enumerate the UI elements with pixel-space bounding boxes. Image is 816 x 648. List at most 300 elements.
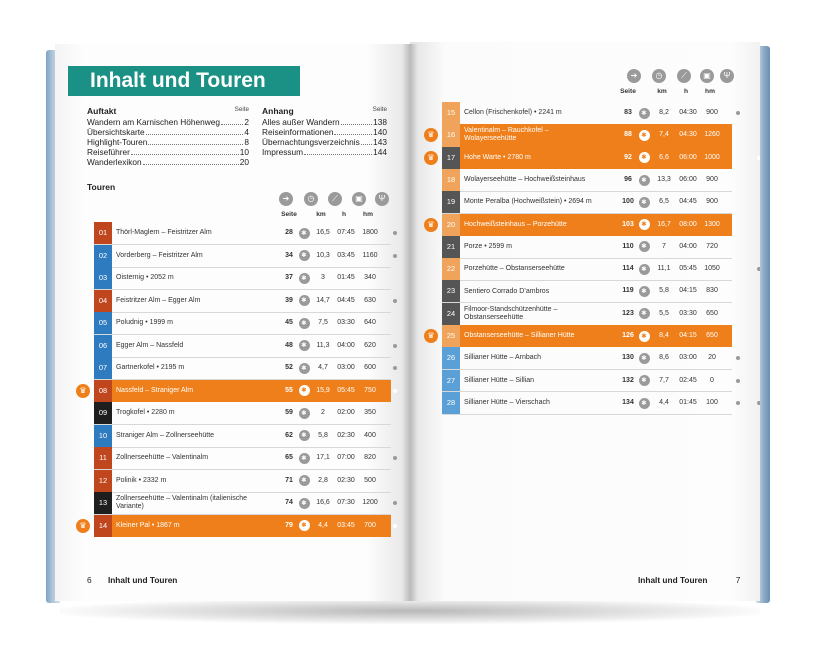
restaurant-icon: Ψ <box>720 69 734 83</box>
tour-hm: 700 <box>364 521 376 529</box>
tour-number-badge: 25 <box>442 325 460 347</box>
toc-entry-page: 140 <box>373 127 387 137</box>
tour-number-badge: 06 <box>94 335 112 358</box>
tour-h: 03:00 <box>337 364 355 371</box>
slope-icon: ⟋ <box>677 69 691 83</box>
tour-name: Wolayerseehütte – Hochweißsteinhaus <box>464 176 586 184</box>
difficulty-icon: ✱ <box>299 318 310 329</box>
tour-name: Thörl-Maglern – Feistritzer Alm <box>116 229 212 237</box>
toc-entry[interactable] <box>87 137 249 147</box>
tour-number-badge: 08 <box>94 380 112 403</box>
tour-h: 04:00 <box>679 242 697 250</box>
bus-available-dot <box>393 456 397 460</box>
toc-anhang <box>262 106 387 157</box>
tour-km: 2 <box>321 409 325 416</box>
tour-row[interactable] <box>442 325 732 347</box>
toc-entry-page: 143 <box>373 137 387 147</box>
tour-name: Sentiero Corrado D’ambros <box>464 287 550 295</box>
tour-h: 02:00 <box>337 409 355 416</box>
tour-h: 04:45 <box>337 296 355 304</box>
tour-km: 6,6 <box>659 153 669 161</box>
toc-leader-dots <box>341 118 373 125</box>
difficulty-icon: ✱ <box>639 175 650 186</box>
tour-number-badge: 28 <box>442 392 460 414</box>
tour-hm: 620 <box>364 341 376 349</box>
tour-seite: 83 <box>624 109 632 116</box>
bus-available-dot <box>393 524 397 528</box>
difficulty-icon: ✱ <box>299 250 310 261</box>
tour-row[interactable] <box>442 102 732 124</box>
bus-available-dot <box>393 299 397 303</box>
tour-row[interactable] <box>442 303 732 325</box>
tour-row[interactable] <box>442 124 732 146</box>
book-shadow <box>60 598 760 624</box>
tour-h: 07:30 <box>337 499 355 506</box>
tour-hm: 640 <box>364 319 376 326</box>
page-number: 6 <box>87 575 92 585</box>
tour-hm: 0 <box>710 376 714 384</box>
toc-entry-label: Impressum <box>262 147 304 157</box>
difficulty-icon: ✱ <box>299 340 310 351</box>
tour-name: Monte Peralba (Hochweißstein) • 2694 m <box>464 198 592 206</box>
page-number: 7 <box>735 575 741 585</box>
tour-row[interactable] <box>442 347 732 369</box>
tour-number-badge: 26 <box>442 347 460 369</box>
toc-entry-page: 10 <box>239 147 249 157</box>
touren-heading: Touren <box>87 182 116 192</box>
tour-seite: 103 <box>622 220 634 228</box>
difficulty-icon: ✱ <box>639 308 650 319</box>
tour-km: 2,8 <box>318 476 328 484</box>
page-footer-left <box>87 575 177 585</box>
tour-row[interactable] <box>94 245 391 268</box>
toc-entry-label: Übernachtungsverzeichnis <box>262 137 360 147</box>
tour-h: 04:30 <box>679 131 697 139</box>
tour-h: 04:30 <box>679 109 697 116</box>
tour-h: 08:00 <box>679 220 697 228</box>
tour-h: 03:30 <box>337 319 355 326</box>
tour-h: 04:00 <box>337 341 355 349</box>
tour-h: 05:45 <box>337 386 355 394</box>
tour-km: 15,9 <box>316 386 330 394</box>
bus-available-dot <box>393 366 397 370</box>
right-page <box>410 42 760 601</box>
tour-km: 17,1 <box>316 454 330 461</box>
tour-name: Cellon (Frischenkofel) • 2241 m <box>464 109 562 117</box>
footer-label: Inhalt und Touren <box>638 575 708 585</box>
tour-h: 03:30 <box>679 309 697 317</box>
toc-entry-page: 4 <box>244 127 249 137</box>
tour-seite: 132 <box>622 376 634 384</box>
bus-available-dot <box>736 356 740 360</box>
tour-seite: 134 <box>622 398 634 406</box>
tour-seite: 96 <box>624 175 632 183</box>
bus-available-dot <box>736 379 740 383</box>
tour-hm: 1260 <box>704 131 720 139</box>
highlight-crown-icon: ♛ <box>76 384 90 398</box>
tour-h: 06:00 <box>679 153 697 161</box>
difficulty-icon: ✱ <box>639 375 650 386</box>
book-gutter <box>402 44 418 601</box>
tour-name: Hohe Warte • 2780 m <box>464 153 531 161</box>
tour-row[interactable] <box>442 236 732 258</box>
difficulty-icon: ✱ <box>299 408 310 419</box>
tour-number-badge: 05 <box>94 312 112 335</box>
toc-auftakt <box>87 106 249 167</box>
tour-hm: 20 <box>708 354 716 362</box>
tour-hm: 400 <box>364 431 376 439</box>
tour-name: Nassfeld – Straniger Alm <box>116 386 194 394</box>
tour-number-badge: 11 <box>94 447 112 470</box>
tour-km: 8,6 <box>659 354 669 362</box>
toc-entry-label: Highlight-Touren <box>87 137 148 147</box>
tour-seite: 59 <box>285 409 293 416</box>
tour-number-badge: 16 <box>442 124 460 146</box>
tour-km: 4,7 <box>318 364 328 371</box>
tour-hm: 720 <box>706 242 718 250</box>
col-header-seite: Seite <box>281 211 297 218</box>
toc-entry-page: 144 <box>373 147 387 157</box>
tour-seite: 48 <box>285 341 293 349</box>
tour-seite: 130 <box>622 354 634 362</box>
tour-row[interactable] <box>94 267 391 290</box>
tour-hm: 1050 <box>704 265 720 273</box>
tour-km: 16,7 <box>657 220 671 228</box>
tour-hm: 900 <box>706 109 718 116</box>
tour-km: 7,7 <box>659 376 669 384</box>
tour-row[interactable] <box>442 392 732 414</box>
tour-number-badge: 12 <box>94 470 112 493</box>
toc-entry[interactable] <box>87 147 249 157</box>
tour-h: 03:00 <box>679 354 697 362</box>
highlight-crown-icon: ♛ <box>424 218 438 232</box>
tour-name: Egger Alm – Nassfeld <box>116 341 184 349</box>
toc-heading: Auftakt <box>87 106 117 116</box>
tour-row[interactable] <box>94 290 391 313</box>
tour-km: 7,5 <box>318 319 328 326</box>
tour-number-badge: 27 <box>442 370 460 392</box>
toc-entry[interactable] <box>262 117 387 127</box>
signpost-icon: ➔ <box>627 69 641 83</box>
tour-km: 16,6 <box>316 499 330 506</box>
tour-number-badge: 02 <box>94 245 112 268</box>
tour-number-badge: 13 <box>94 492 112 515</box>
tour-row[interactable] <box>442 169 732 191</box>
difficulty-icon: ✱ <box>639 241 650 252</box>
bus-available-dot <box>736 401 740 405</box>
tour-row[interactable] <box>442 214 732 236</box>
tour-h: 05:45 <box>679 265 697 273</box>
difficulty-icon: ✱ <box>639 286 650 297</box>
difficulty-icon: ✱ <box>299 385 310 396</box>
tour-seite: 88 <box>624 131 632 139</box>
tour-name: Sillianer Hütte – Arnbach <box>464 354 542 362</box>
tour-km: 4,4 <box>318 521 328 529</box>
tour-row[interactable] <box>94 447 391 470</box>
slope-icon: ⟋ <box>328 192 342 206</box>
bus-icon: ▣ <box>352 192 366 206</box>
highlight-crown-icon: ♛ <box>424 151 438 165</box>
tour-number-badge: 10 <box>94 425 112 448</box>
col-header-hm: hm <box>705 88 715 95</box>
toc-entry-page: 2 <box>244 117 249 127</box>
tour-row[interactable] <box>442 258 732 280</box>
tour-row[interactable] <box>94 470 391 493</box>
bus-icon: ▣ <box>700 69 714 83</box>
tour-seite: 45 <box>285 319 293 326</box>
tour-row[interactable] <box>442 147 732 169</box>
signpost-icon: ➔ <box>279 192 293 206</box>
bus-available-dot <box>393 501 397 505</box>
tour-h: 04:45 <box>679 198 697 206</box>
toc-leader-dots <box>221 118 243 125</box>
tour-hm: 650 <box>706 309 718 317</box>
tour-number-badge: 24 <box>442 303 460 325</box>
tour-name: Zollnerseehütte – Valentinalm (italienische Variante) <box>116 495 247 511</box>
tour-hm: 1160 <box>362 251 378 259</box>
tour-name: Feistritzer Alm – Egger Alm <box>116 296 201 304</box>
tour-h: 02:30 <box>337 476 355 484</box>
tour-row[interactable] <box>94 380 391 403</box>
tour-number-badge: 01 <box>94 222 112 245</box>
tour-hm: 750 <box>364 386 376 394</box>
tour-hm: 1300 <box>704 220 720 228</box>
toc-entry-page: 20 <box>239 157 249 167</box>
tour-hm: 1800 <box>362 229 378 236</box>
tour-km: 5,5 <box>659 309 669 317</box>
col-header-hm: hm <box>363 211 373 218</box>
difficulty-icon: ✱ <box>299 453 310 464</box>
tour-name: Poludnig • 1999 m <box>116 319 173 327</box>
tour-number-badge: 22 <box>442 258 460 280</box>
tour-km: 4,4 <box>659 398 669 406</box>
tour-seite: 92 <box>624 153 632 161</box>
tour-name: Vorderberg – Feistritzer Alm <box>116 251 203 259</box>
tour-row[interactable] <box>94 312 391 335</box>
page-title: Inhalt und Touren <box>90 69 266 92</box>
restaurant-available-dot <box>757 267 760 271</box>
row-separator <box>442 414 732 415</box>
difficulty-icon: ✱ <box>299 498 310 509</box>
highlight-crown-icon: ♛ <box>76 519 90 533</box>
tour-row[interactable] <box>94 402 391 425</box>
tour-seite: 110 <box>622 242 634 250</box>
page-footer-right <box>638 575 740 585</box>
clock-icon: ◷ <box>304 192 318 206</box>
tour-name: Zollnerseehütte – Valentinalm <box>116 454 209 462</box>
col-header-h: h <box>341 211 347 218</box>
tour-seite: 65 <box>285 454 293 461</box>
tour-km: 5,8 <box>659 287 669 295</box>
tour-km: 11,1 <box>657 265 671 273</box>
tour-number-badge: 19 <box>442 191 460 213</box>
tour-km: 11,3 <box>316 341 330 349</box>
tour-hm: 900 <box>706 175 718 183</box>
tour-row[interactable] <box>94 492 391 515</box>
tour-hm: 650 <box>706 332 718 339</box>
tour-number-badge: 21 <box>442 236 460 258</box>
tour-km: 3 <box>321 274 325 281</box>
difficulty-icon: ✱ <box>639 398 650 409</box>
bus-available-dot <box>393 389 397 393</box>
tour-name: Trogkofel • 2280 m <box>116 409 175 417</box>
tour-name: Filmoor-Standschützenhütte – Obstanserseehütte <box>464 305 558 321</box>
difficulty-icon: ✱ <box>299 520 310 531</box>
toc-entry[interactable] <box>262 127 387 137</box>
toc-entry[interactable] <box>262 137 387 147</box>
tour-row[interactable] <box>94 335 391 358</box>
tour-row[interactable] <box>94 222 391 245</box>
tour-seite: 34 <box>285 251 293 259</box>
tour-km: 16,5 <box>316 229 330 236</box>
difficulty-icon: ✱ <box>299 363 310 374</box>
tour-seite: 123 <box>622 309 634 317</box>
toc-leader-dots <box>334 128 372 135</box>
tour-name: Straniger Alm – Zollnerseehütte <box>116 431 215 439</box>
tour-hm: 350 <box>364 409 376 416</box>
tour-hm: 900 <box>706 198 718 206</box>
tour-h: 03:45 <box>337 251 355 259</box>
tour-seite: 28 <box>285 229 293 236</box>
col-header-h: h <box>683 88 689 95</box>
difficulty-icon: ✱ <box>639 264 650 275</box>
tour-h: 03:45 <box>337 521 355 529</box>
col-header-seite: Seite <box>620 88 636 95</box>
tour-row[interactable] <box>94 357 391 380</box>
tour-row[interactable] <box>94 425 391 448</box>
tour-seite: 114 <box>622 265 634 273</box>
difficulty-icon: ✱ <box>299 273 310 284</box>
tour-h: 01:45 <box>679 398 697 406</box>
tour-hm: 830 <box>706 287 718 295</box>
toc-leader-dots <box>146 128 244 135</box>
tour-h: 06:00 <box>679 175 697 183</box>
tour-name: Porzehütte – Obstanserseehütte <box>464 265 565 273</box>
tour-name: Oisternig • 2052 m <box>116 274 174 282</box>
tour-row[interactable] <box>442 280 732 302</box>
toc-entry-page: 8 <box>244 137 249 147</box>
difficulty-icon: ✱ <box>299 295 310 306</box>
tour-km: 14,7 <box>316 296 330 304</box>
tour-km: 7,4 <box>659 131 669 139</box>
tour-seite: 74 <box>285 499 293 506</box>
difficulty-icon: ✱ <box>639 152 650 163</box>
toc-seite-label: Seite <box>372 106 387 113</box>
tour-hm: 630 <box>364 296 376 304</box>
tour-h: 07:45 <box>337 229 355 236</box>
tour-name: Gartnerkofel • 2195 m <box>116 364 185 372</box>
tour-number-badge: 04 <box>94 290 112 313</box>
toc-heading: Anhang <box>262 106 294 116</box>
highlight-crown-icon: ♛ <box>424 128 438 142</box>
tour-h: 04:15 <box>679 287 697 295</box>
tour-name: Porze • 2599 m <box>464 242 512 250</box>
bus-available-dot <box>736 111 740 115</box>
tour-number-badge: 14 <box>94 515 112 538</box>
difficulty-icon: ✱ <box>299 430 310 441</box>
toc-entry-label: Wandern am Karnischen Höhenweg <box>87 117 220 127</box>
highlight-crown-icon: ♛ <box>424 329 438 343</box>
toc-entry[interactable] <box>87 117 249 127</box>
difficulty-icon: ✱ <box>299 228 310 239</box>
tour-number-badge: 15 <box>442 102 460 124</box>
tour-seite: 100 <box>622 198 634 206</box>
bus-available-dot <box>393 344 397 348</box>
footer-label: Inhalt und Touren <box>107 575 178 585</box>
tour-name: Polinik • 2332 m <box>116 476 167 484</box>
tour-number-badge: 03 <box>94 267 112 290</box>
toc-leader-dots <box>143 158 239 165</box>
tour-number-badge: 09 <box>94 402 112 425</box>
toc-leader-dots <box>131 148 239 155</box>
restaurant-icon: Ψ <box>375 192 389 206</box>
tour-number-badge: 23 <box>442 280 460 302</box>
toc-entry[interactable] <box>262 147 387 157</box>
tour-h: 01:45 <box>337 274 355 281</box>
bus-available-dot <box>393 231 397 235</box>
tour-hm: 600 <box>364 364 376 371</box>
tour-km: 5,8 <box>318 431 328 439</box>
bus-available-dot <box>393 254 397 258</box>
tour-seite: 39 <box>285 296 293 304</box>
toc-entry[interactable] <box>87 127 249 137</box>
tour-seite: 37 <box>285 274 293 281</box>
tour-seite: 62 <box>285 431 293 439</box>
restaurant-available-dot <box>757 401 760 405</box>
toc-leader-dots <box>148 138 243 145</box>
tour-seite: 126 <box>622 332 634 339</box>
tour-km: 7 <box>662 242 666 250</box>
tour-row[interactable] <box>94 515 391 538</box>
toc-entry[interactable] <box>87 157 249 167</box>
tour-h: 02:45 <box>679 376 697 384</box>
left-page <box>55 44 410 601</box>
tour-hm: 1200 <box>362 499 378 506</box>
tour-row[interactable] <box>442 370 732 392</box>
restaurant-available-dot <box>757 156 760 160</box>
tour-seite: 71 <box>285 476 293 484</box>
tour-number-badge: 17 <box>442 147 460 169</box>
toc-entry-label: Reiseinformationen <box>262 127 334 137</box>
toc-entry-page: 138 <box>373 117 387 127</box>
toc-entry-label: Reiseführer <box>87 147 130 157</box>
toc-seite-label: Seite <box>234 106 249 113</box>
tour-seite: 79 <box>285 521 293 529</box>
toc-entry-label: Alles außer Wandern <box>262 117 340 127</box>
tour-km: 10,3 <box>316 251 330 259</box>
tour-name: Hochweißsteinhaus – Porzehütte <box>464 220 567 228</box>
tour-h: 04:15 <box>679 332 697 339</box>
tour-seite: 119 <box>622 287 634 295</box>
tour-seite: 55 <box>285 386 293 394</box>
tour-row[interactable] <box>442 191 732 213</box>
toc-entry-label: Übersichtskarte <box>87 127 145 137</box>
tour-seite: 52 <box>285 364 293 371</box>
tour-name: Kleiner Pal • 1867 m <box>116 521 180 529</box>
col-header-km: km <box>657 88 667 95</box>
tour-name: Obstanserseehütte – Sillianer Hütte <box>464 332 575 340</box>
tour-km: 8,4 <box>659 332 669 339</box>
tour-km: 6,5 <box>659 198 669 206</box>
difficulty-icon: ✱ <box>639 353 650 364</box>
difficulty-icon: ✱ <box>639 219 650 230</box>
difficulty-icon: ✱ <box>639 130 650 141</box>
tour-number-badge: 18 <box>442 169 460 191</box>
clock-icon: ◷ <box>652 69 666 83</box>
tour-hm: 100 <box>706 398 718 406</box>
tour-km: 8,2 <box>659 109 669 116</box>
tour-number-badge: 20 <box>442 214 460 236</box>
